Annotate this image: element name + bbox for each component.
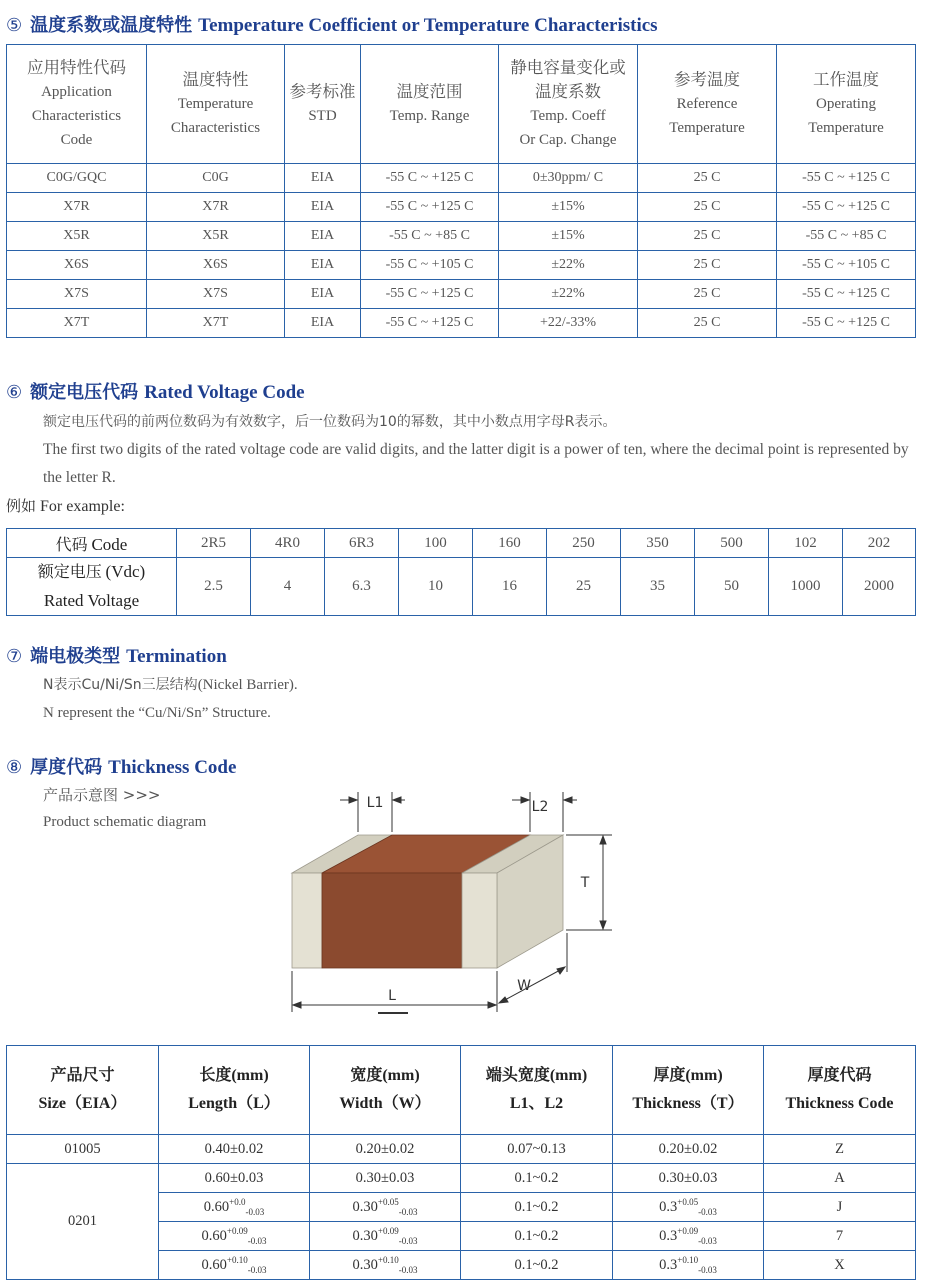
length-cell xyxy=(159,1251,310,1280)
table-cell: C0G/GQC xyxy=(7,164,147,193)
width-cell: 0.30±0.03 xyxy=(310,1164,461,1193)
description-zh: 额定电压代码的前两位数码为有效数字，后一位数码为10的幂数，其中小数点用字母R表示。 xyxy=(43,414,617,430)
width-cell: 0.20±0.02 xyxy=(310,1135,461,1164)
header-cell xyxy=(147,45,285,164)
value-base: 0.3 xyxy=(659,1256,678,1273)
table-row xyxy=(7,1164,916,1193)
header-cell xyxy=(613,1046,764,1135)
table-row xyxy=(7,222,916,251)
header-zh: 端头宽度(mm) xyxy=(485,1067,588,1084)
termination-line1-zh: N表示Cu/Ni/Sn三层结构 xyxy=(43,677,198,693)
l1l2-cell: 0.1~0.2 xyxy=(461,1164,613,1193)
length-cell: 0.40±0.02 xyxy=(159,1135,310,1164)
header-cell xyxy=(7,1046,159,1135)
table-cell: 25 C xyxy=(638,193,777,222)
code-cell: 6R3 xyxy=(325,529,399,558)
section-6-title-zh: 额定电压代码 xyxy=(30,382,139,403)
table-cell: X7R xyxy=(7,193,147,222)
section-7-number: ⑦ xyxy=(6,646,23,667)
width-cell xyxy=(310,1193,461,1222)
section-6-title-en: Rated Voltage Code xyxy=(144,382,305,403)
header-cell xyxy=(361,45,499,164)
table-cell: EIA xyxy=(285,164,361,193)
t-label: T xyxy=(580,875,590,891)
header-cell xyxy=(764,1046,916,1135)
voltage-cell: 16 xyxy=(473,558,547,616)
thickness-code-cell: J xyxy=(764,1193,916,1222)
header-en: Thickness Code xyxy=(785,1095,894,1112)
code-label-en: Code xyxy=(91,534,128,554)
tolerance-lower: -0.03 xyxy=(398,1264,418,1275)
table-row xyxy=(7,251,916,280)
front-right-terminal xyxy=(462,873,497,968)
table-cell: -55 C ~ +125 C xyxy=(777,164,916,193)
voltage-cell: 2.5 xyxy=(177,558,251,616)
section-6-heading xyxy=(6,378,305,404)
header-en: STD xyxy=(308,108,337,124)
table-cell: X7R xyxy=(147,193,285,222)
value-base: 0.60 xyxy=(201,1227,227,1244)
table-header-row xyxy=(7,1046,916,1135)
code-cell: 350 xyxy=(621,529,695,558)
header-zh: 厚度代码 xyxy=(807,1067,872,1084)
table-cell: X7S xyxy=(7,280,147,309)
table-cell: 25 C xyxy=(638,309,777,338)
section-7-heading xyxy=(6,642,227,668)
code-cell: 102 xyxy=(769,529,843,558)
tolerance-upper: +0.09 xyxy=(226,1225,248,1236)
tolerance-upper: +0.10 xyxy=(377,1254,399,1265)
termination-line1-en: (Nickel Barrier). xyxy=(197,677,298,693)
section-7-title-zh: 端电极类型 xyxy=(30,646,121,667)
table-cell: EIA xyxy=(285,251,361,280)
termination-description xyxy=(43,671,928,727)
tolerance-upper: +0.09 xyxy=(377,1225,399,1236)
code-label-cell xyxy=(7,529,177,558)
header-cell xyxy=(7,45,147,164)
value-base: 0.30 xyxy=(352,1227,378,1244)
header-en: Application xyxy=(41,84,112,100)
table-row xyxy=(7,193,916,222)
thickness-code-cell: A xyxy=(764,1164,916,1193)
l1l2-cell: 0.1~0.2 xyxy=(461,1251,613,1280)
l-label: L xyxy=(388,988,396,1004)
thickness-cell xyxy=(613,1251,764,1280)
table-cell: -55 C ~ +125 C xyxy=(361,280,499,309)
example-label-en: For example: xyxy=(40,498,125,515)
value-base: 0.3 xyxy=(659,1198,678,1215)
temperature-characteristics-table xyxy=(6,44,916,338)
header-en: Characteristics xyxy=(170,120,261,136)
tolerance-lower: -0.03 xyxy=(247,1235,267,1246)
value-base: 0.30 xyxy=(352,1256,378,1273)
l2-label: L2 xyxy=(531,799,549,815)
diagram-caption-zh: 产品示意图 >>> xyxy=(43,786,161,804)
code-cell: 202 xyxy=(843,529,916,558)
header-zh: 温度范围 xyxy=(396,82,463,101)
code-cell: 250 xyxy=(547,529,621,558)
header-en: Length（L） xyxy=(188,1095,280,1112)
voltage-label-zh: 额定电压 xyxy=(37,562,102,581)
table-cell: ±15% xyxy=(499,222,638,251)
header-zh: 宽度(mm) xyxy=(350,1067,420,1084)
thickness-cell: 0.30±0.03 xyxy=(613,1164,764,1193)
header-en: Reference xyxy=(676,96,738,112)
header-zh: 温度特性 xyxy=(182,70,249,89)
section-7-title-en: Termination xyxy=(126,646,227,667)
header-en: L1、L2 xyxy=(509,1095,564,1112)
tolerance-lower: -0.03 xyxy=(398,1206,418,1217)
table-cell: -55 C ~ +125 C xyxy=(361,193,499,222)
table-cell: EIA xyxy=(285,193,361,222)
section-6-number: ⑥ xyxy=(6,382,23,403)
table-cell: ±22% xyxy=(499,280,638,309)
length-cell xyxy=(159,1193,310,1222)
l1l2-cell: 0.1~0.2 xyxy=(461,1222,613,1251)
value-base: 0.60 xyxy=(203,1198,230,1215)
thickness-cell: 0.20±0.02 xyxy=(613,1135,764,1164)
code-cell: 2R5 xyxy=(177,529,251,558)
table-cell: C0G xyxy=(147,164,285,193)
table-row xyxy=(7,1135,916,1164)
header-en: Characteristics xyxy=(31,108,122,124)
section-5-title-zh: 温度系数或温度特性 xyxy=(30,15,193,36)
voltage-cell: 25 xyxy=(547,558,621,616)
size-cell: 01005 xyxy=(7,1135,159,1164)
table-cell: 25 C xyxy=(638,164,777,193)
code-cell: 100 xyxy=(399,529,473,558)
table-cell: X6S xyxy=(147,251,285,280)
table-cell: X5R xyxy=(147,222,285,251)
section-5-number: ⑤ xyxy=(6,15,23,36)
header-zh: 工作温度 xyxy=(813,70,879,89)
header-zh: 参考标准 xyxy=(289,82,356,101)
table-cell: 25 C xyxy=(638,280,777,309)
tolerance-lower: -0.03 xyxy=(398,1235,418,1246)
thickness-cell xyxy=(613,1222,764,1251)
table-cell: -55 C ~ +105 C xyxy=(361,251,499,280)
table-cell: X5R xyxy=(7,222,147,251)
tolerance-upper: +0.09 xyxy=(677,1225,699,1236)
voltage-label-cell xyxy=(7,558,177,616)
voltage-cell: 2000 xyxy=(843,558,916,616)
rated-voltage-description xyxy=(43,408,928,492)
header-cell xyxy=(285,45,361,164)
code-cell: 500 xyxy=(695,529,769,558)
table-cell: -55 C ~ +125 C xyxy=(777,309,916,338)
tolerance-upper: +0.05 xyxy=(677,1196,699,1207)
header-cell xyxy=(638,45,777,164)
header-cell xyxy=(461,1046,613,1135)
w-label: W xyxy=(517,978,531,994)
description-en: The first two digits of the rated voltage code are valid digits, and the latter digit is a power of ten, where the decimal point is represented by the letter R. xyxy=(43,441,909,486)
thickness-code-table xyxy=(6,1045,916,1280)
header-en: Operating xyxy=(816,96,876,112)
width-cell xyxy=(310,1251,461,1280)
table-cell: EIA xyxy=(285,309,361,338)
table-cell: -55 C ~ +125 C xyxy=(361,164,499,193)
header-en: Temperature xyxy=(669,120,745,136)
header-cell xyxy=(159,1046,310,1135)
tolerance-lower: -0.03 xyxy=(245,1206,265,1217)
example-label-zh: 例如 xyxy=(6,497,37,515)
table-cell: EIA xyxy=(285,222,361,251)
width-cell xyxy=(310,1222,461,1251)
table-cell: +22/-33% xyxy=(499,309,638,338)
header-zh: 长度(mm) xyxy=(199,1067,269,1084)
voltage-row xyxy=(7,558,916,616)
header-cell xyxy=(777,45,916,164)
example-label xyxy=(6,495,125,516)
header-en: Temperature xyxy=(808,120,884,136)
header-zh: 产品尺寸 xyxy=(50,1067,115,1084)
termination-line2: N represent the “Cu/Ni/Sn” Structure. xyxy=(43,705,271,721)
header-zh: 应用特性代码 xyxy=(27,58,126,77)
table-cell: ±15% xyxy=(499,193,638,222)
table-row xyxy=(7,164,916,193)
tolerance-upper: +0.05 xyxy=(377,1196,399,1207)
l1-label: L1 xyxy=(366,795,384,811)
table-cell: X7T xyxy=(147,309,285,338)
header-en: Temperature xyxy=(177,96,254,112)
table-cell: EIA xyxy=(285,280,361,309)
front-left-terminal xyxy=(292,873,322,968)
value-base: 0.30 xyxy=(352,1198,378,1215)
voltage-cell: 1000 xyxy=(769,558,843,616)
table-row xyxy=(7,309,916,338)
voltage-cell: 4 xyxy=(251,558,325,616)
table-cell: 25 C xyxy=(638,251,777,280)
code-label-zh: 代码 xyxy=(55,534,88,554)
section-8-title-en: Thickness Code xyxy=(108,757,237,778)
size-cell: 0201 xyxy=(7,1164,159,1280)
tolerance-lower: -0.03 xyxy=(247,1264,267,1275)
tolerance-lower: -0.03 xyxy=(698,1264,717,1275)
header-en: Width（W） xyxy=(339,1095,431,1112)
rated-voltage-table xyxy=(6,528,916,616)
header-zh: 参考温度 xyxy=(674,70,740,89)
section-5-heading xyxy=(6,11,658,37)
section-8-number: ⑧ xyxy=(6,757,23,778)
header-cell xyxy=(499,45,638,164)
code-row xyxy=(7,529,916,558)
table-cell: 0±30ppm/ C xyxy=(499,164,638,193)
code-cell: 160 xyxy=(473,529,547,558)
voltage-cell: 35 xyxy=(621,558,695,616)
length-cell xyxy=(159,1222,310,1251)
table-cell: -55 C ~ +85 C xyxy=(361,222,499,251)
table-cell: X6S xyxy=(7,251,147,280)
tolerance-upper: +0.10 xyxy=(226,1254,248,1265)
value-base: 0.3 xyxy=(659,1227,678,1244)
front-body xyxy=(322,873,462,968)
table-cell: -55 C ~ +125 C xyxy=(361,309,499,338)
table-cell: X7S xyxy=(147,280,285,309)
tolerance-upper: +0.0 xyxy=(229,1196,246,1207)
header-en: Or Cap. Change xyxy=(519,132,617,148)
header-cell xyxy=(310,1046,461,1135)
code-cell: 4R0 xyxy=(251,529,325,558)
section-8-title-zh: 厚度代码 xyxy=(30,757,103,778)
voltage-cell: 10 xyxy=(399,558,473,616)
section-8-heading xyxy=(6,753,236,779)
header-en: Thickness（T） xyxy=(632,1095,744,1112)
header-zh: 温度系数 xyxy=(535,82,601,101)
table-cell: -55 C ~ +125 C xyxy=(777,280,916,309)
header-en: Size（EIA） xyxy=(38,1095,127,1112)
l1l2-cell: 0.1~0.2 xyxy=(461,1193,613,1222)
table-cell: ±22% xyxy=(499,251,638,280)
table-cell: -55 C ~ +105 C xyxy=(777,251,916,280)
table-cell: X7T xyxy=(7,309,147,338)
value-base: 0.60 xyxy=(201,1256,227,1273)
table-cell: 25 C xyxy=(638,222,777,251)
thickness-code-cell: X xyxy=(764,1251,916,1280)
header-zh: 厚度(mm) xyxy=(653,1067,723,1084)
length-cell: 0.60±0.03 xyxy=(159,1164,310,1193)
voltage-cell: 50 xyxy=(695,558,769,616)
table-cell: -55 C ~ +85 C xyxy=(777,222,916,251)
thickness-code-cell: 7 xyxy=(764,1222,916,1251)
header-en: Temp. Range xyxy=(389,108,470,124)
tolerance-lower: -0.03 xyxy=(698,1235,717,1246)
table-cell: -55 C ~ +125 C xyxy=(777,193,916,222)
header-zh: 静电容量变化或 xyxy=(510,58,626,77)
thickness-code-cell: Z xyxy=(764,1135,916,1164)
section-5-title-en: Temperature Coefficient or Temperature Characteristics xyxy=(198,15,658,36)
voltage-label-unit: (Vdc) xyxy=(105,562,146,581)
table-row xyxy=(7,280,916,309)
voltage-cell: 6.3 xyxy=(325,558,399,616)
tolerance-upper: +0.10 xyxy=(677,1254,699,1265)
table-header-row xyxy=(7,45,916,164)
voltage-label-en: Rated Voltage xyxy=(43,591,140,610)
capacitor-schematic-diagram xyxy=(0,780,931,1040)
thickness-cell xyxy=(613,1193,764,1222)
header-en: Temp. Coeff xyxy=(530,108,606,124)
tolerance-lower: -0.03 xyxy=(698,1206,717,1217)
diagram-caption-en: Product schematic diagram xyxy=(43,814,207,830)
l1l2-cell: 0.07~0.13 xyxy=(461,1135,613,1164)
header-en: Code xyxy=(60,132,93,148)
